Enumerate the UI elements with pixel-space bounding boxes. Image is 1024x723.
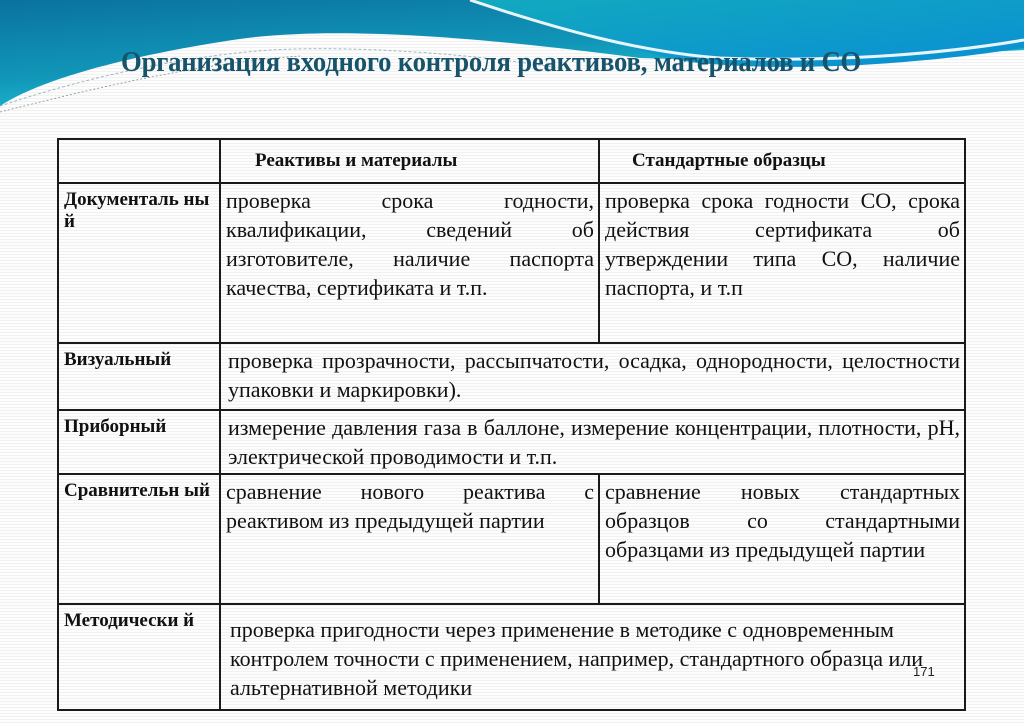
table-row-documentary (58, 183, 965, 343)
table-row-methodical (58, 604, 965, 710)
cell-visual-combined: проверка прозрачности, рассыпчатости, осадка, однородности, целостности упаковки и маркировки). (220, 343, 965, 410)
table-row-visual (58, 343, 965, 410)
cell-documentary-reagents: проверка срока годности, квалификации, сведений об изготовителе, наличие паспорта качества, сертификата и т.п. (220, 183, 599, 343)
header-empty-cell (58, 139, 220, 183)
incoming-control-table (57, 138, 966, 711)
row-label-comparative: Сравнительн ый (58, 474, 220, 604)
table-row-comparative (58, 474, 965, 604)
header-standard-samples: Стандартные образцы (599, 139, 965, 183)
table-header-row (58, 139, 965, 183)
row-label-instrumental: Приборный (58, 410, 220, 474)
cell-comparative-standards: сравнение новых стандартных образцов со стандартными образцами из предыдущей партии (599, 474, 965, 604)
cell-documentary-standards: проверка срока годности СО, срока действия сертификата об утверждении типа СО, наличие паспорта, и т.п (599, 183, 965, 343)
cell-methodical-combined: проверка пригодности через применение в методике с одновременным контролем точности с применением, например, стандартного образца или альтернативной методики (220, 604, 965, 710)
header-reagents-materials: Реактивы и материалы (220, 139, 599, 183)
table-row-instrumental (58, 410, 965, 474)
row-label-methodical: Методически й (58, 604, 220, 710)
row-label-documentary: Документаль ный (58, 183, 220, 343)
page-number: 171 (913, 664, 935, 679)
cell-instrumental-combined: измерение давления газа в баллоне, измерение концентрации, плотности, pH, электрической проводимости и т.п. (220, 410, 965, 474)
slide-title: Организация входного контроля реактивов, материалов и СО (121, 46, 862, 78)
row-label-visual: Визуальный (58, 343, 220, 410)
cell-comparative-reagents: сравнение нового реактива с реактивом из предыдущей партии (220, 474, 599, 604)
